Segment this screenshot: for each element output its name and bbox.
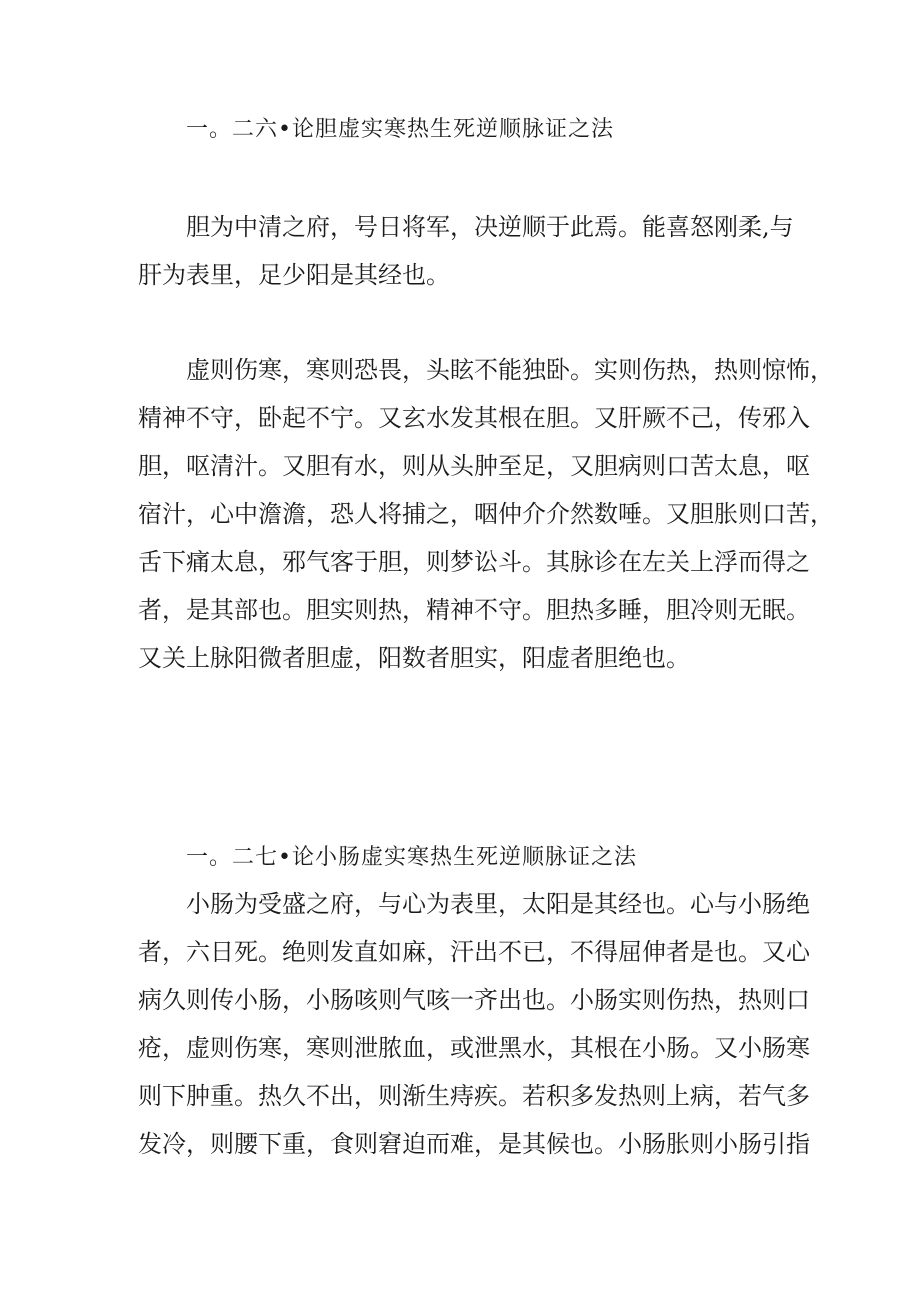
text-line: 舌下痛太息，邪气客于胆，则梦讼斗。其脉诊在左关上浮而得之 (138, 548, 810, 576)
section-heading-26: 一。二六•论胆虚实寒热生死逆顺脉证之法 (186, 117, 614, 142)
text-line: 则下肿重。热久不出，则渐生痔疾。若积多发热则上病，若气多 (138, 1082, 810, 1110)
text-line: 病久则传小肠，小肠咳则气咳一齐出也。小肠实则伤热，热则口 (138, 986, 810, 1014)
text-line: 胆，呕清汁。又胆有水，则从头肿至足，又胆病则口苦太息，呕 (138, 452, 810, 480)
paragraph-gallbladder-symptoms (138, 346, 834, 682)
text-line: 肝为表里，足少阳是其经也。 (138, 261, 450, 289)
text-line: 胆为中清之府，号日将军，决逆顺于此焉。能喜怒刚柔,与 (186, 213, 794, 241)
paragraph-small-intestine (138, 880, 810, 1168)
text-line: 疮，虚则伤寒，寒则泄脓血，或泄黑水，其根在小肠。又小肠寒 (138, 1034, 810, 1062)
text-line: 宿汁，心中澹澹，恐人将捕之，咽仲介介然数唾。又胆胀则口苦， (138, 500, 834, 528)
text-line: 者，是其部也。胆实则热，精神不守。胆热多睡，胆冷则无眠。 (138, 596, 810, 624)
text-line: 者，六日死。绝则发直如麻，汗出不已，不得屈伸者是也。又心 (138, 938, 810, 966)
text-line: 虚则伤寒，寒则恐畏，头眩不能独卧。实则伤热，热则惊怖， (186, 356, 834, 384)
text-line: 又关上脉阳微者胆虚，阳数者胆实，阳虚者胆绝也。 (138, 644, 690, 672)
text-line: 精神不守，卧起不宁。又玄水发其根在胆。又肝厥不己，传邪入 (138, 404, 810, 432)
paragraph-gallbladder-intro (138, 203, 798, 299)
text-line: 发冷，则腰下重，食则窘迫而难，是其候也。小肠胀则小肠引指 (138, 1130, 810, 1158)
text-line: 小肠为受盛之府，与心为表里，太阳是其经也。心与小肠绝 (186, 890, 810, 918)
section-heading-27: 一。二七•论小肠虚实寒热生死逆顺脉证之法 (186, 845, 637, 870)
